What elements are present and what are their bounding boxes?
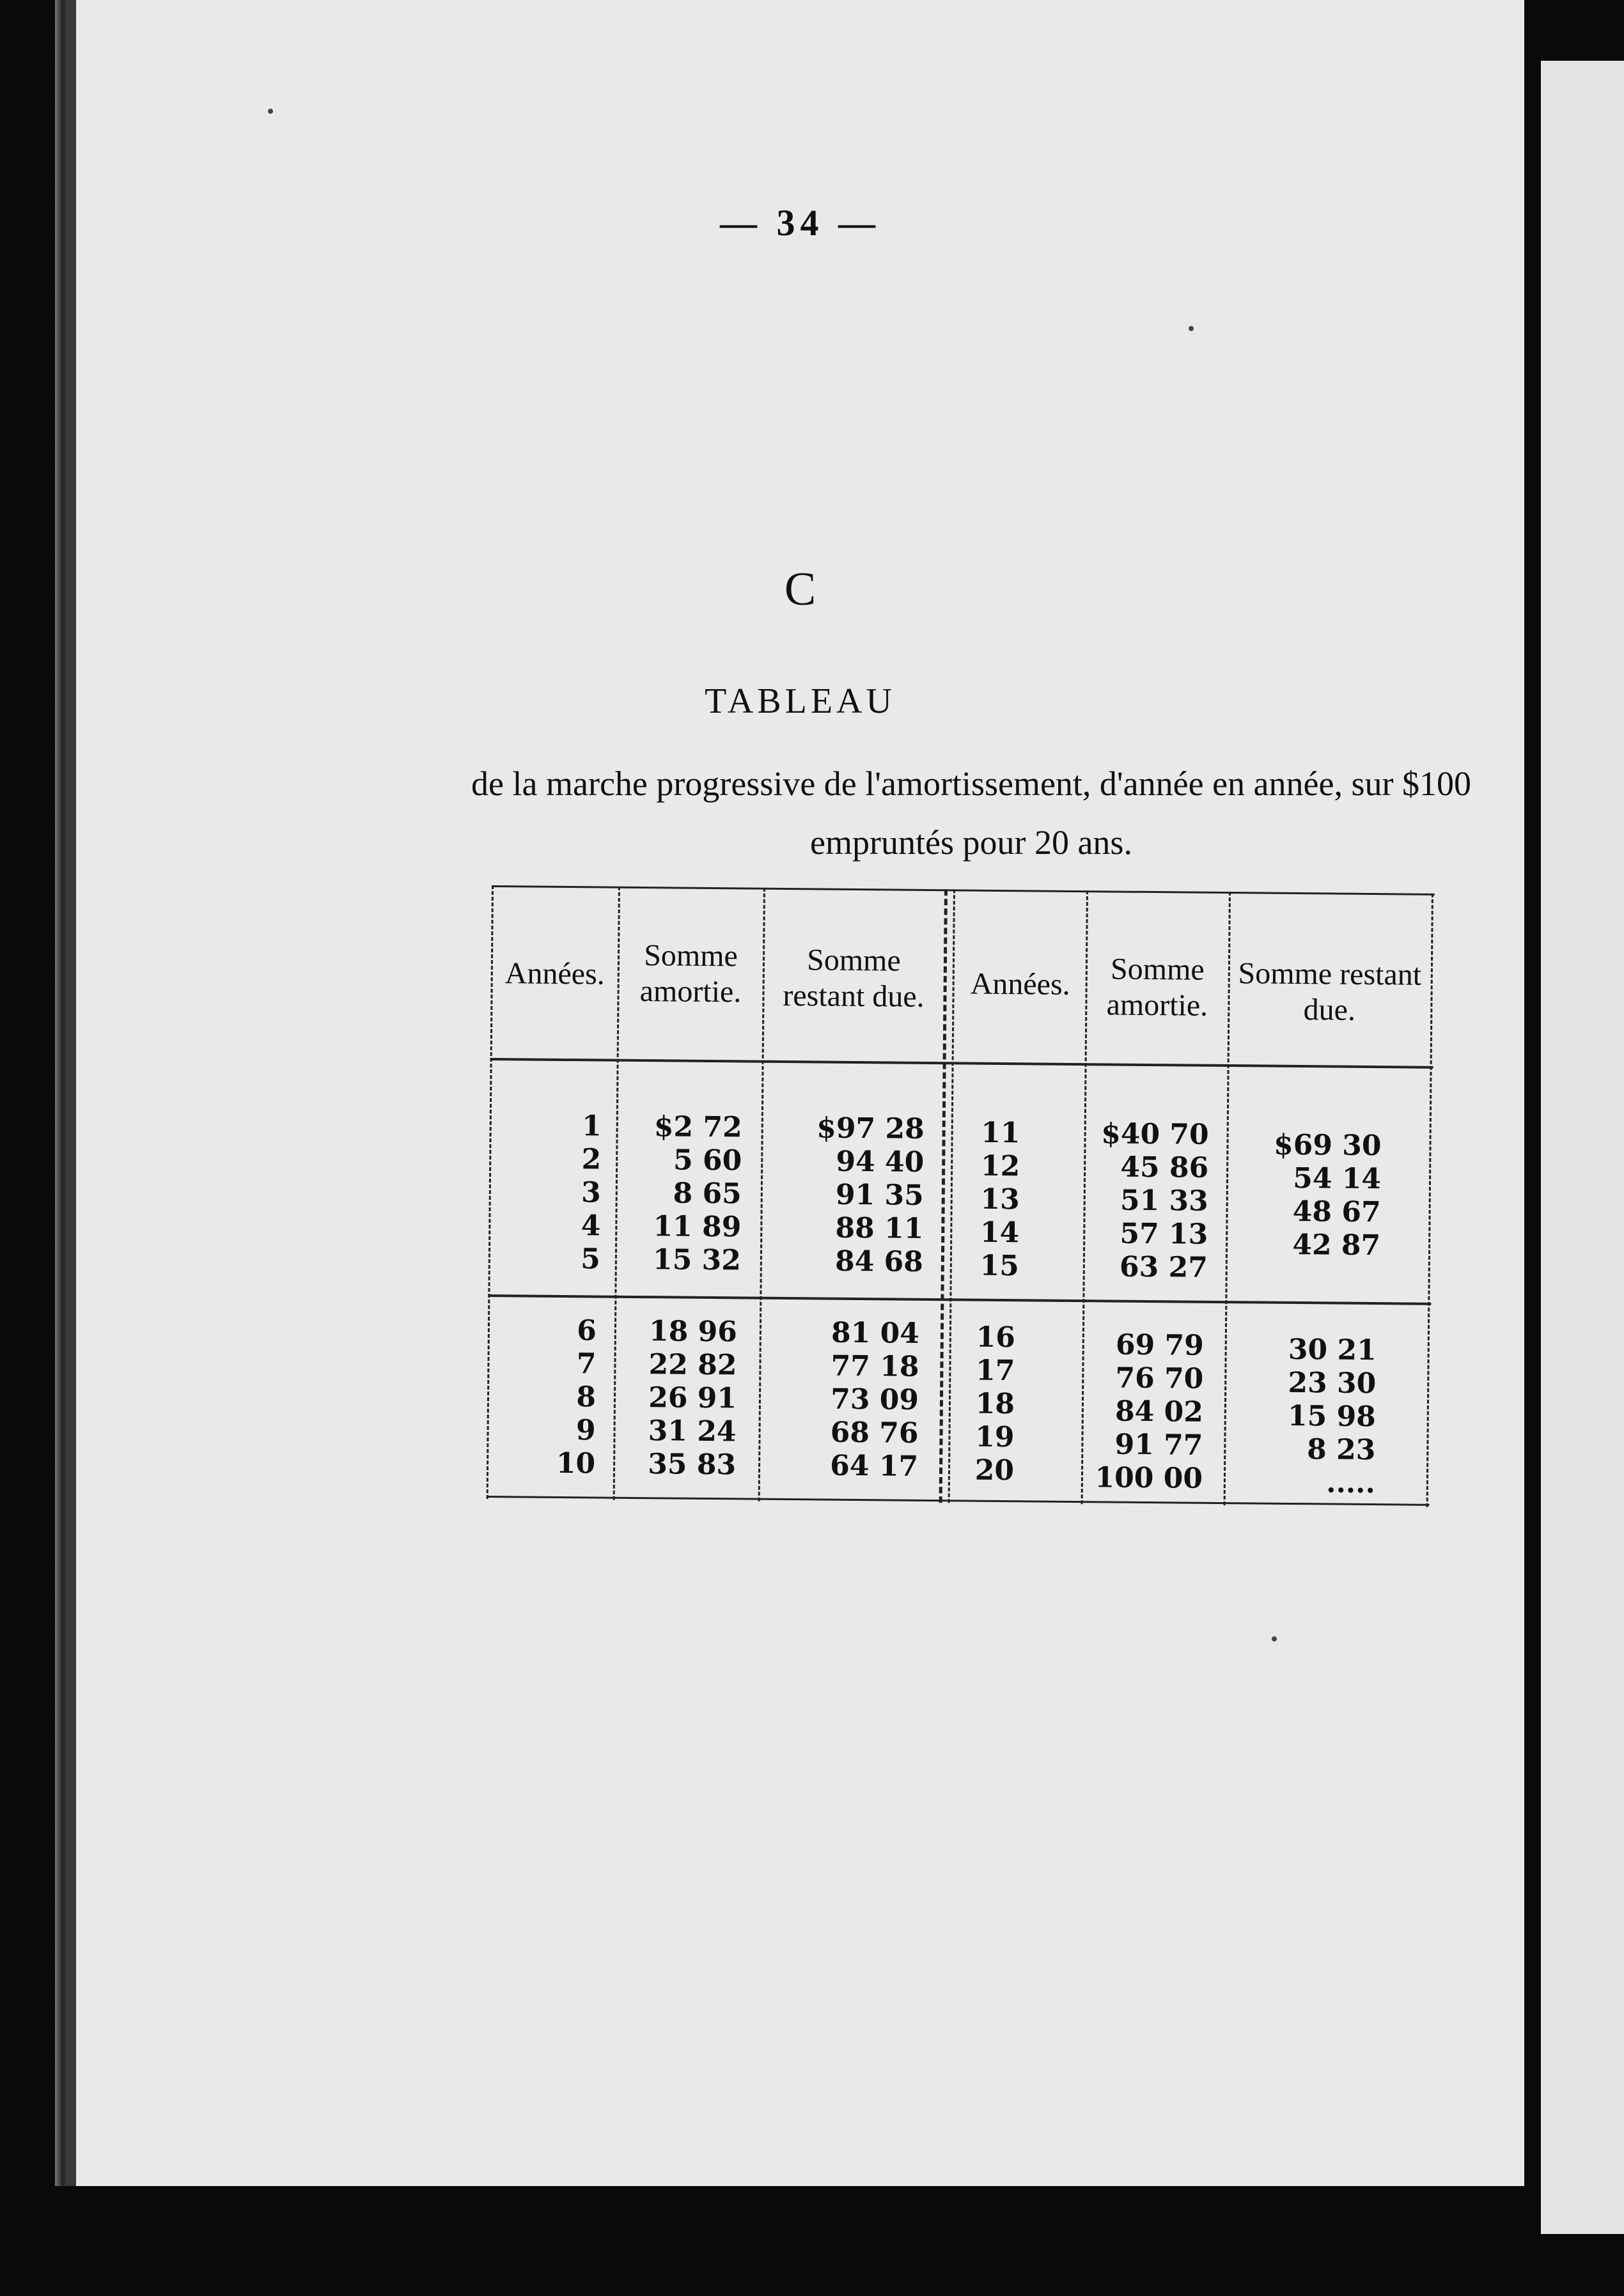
header-annees: Années. — [970, 966, 1070, 1002]
table-subtitle: de la marche progressive de l'amortissement, d'année en année, sur $100 empruntés pour 20 ans. — [471, 764, 1471, 862]
column-rule — [487, 885, 494, 1499]
ink-speck — [268, 109, 273, 114]
column-rule — [948, 889, 955, 1503]
years-column: 1 2 3 4 5 — [581, 1110, 602, 1276]
restant-column: 30 21 23 30 15 98 8 23 ..... — [1287, 1333, 1377, 1500]
amortie-column: 18 96 22 82 26 91 31 24 35 83 — [648, 1315, 738, 1482]
ink-speck — [1189, 326, 1194, 331]
table-title: TABLEAU — [705, 681, 896, 721]
restant-column: $97 28 94 40 91 35 88 11 84 68 — [816, 1112, 925, 1278]
ink-speck — [1272, 1636, 1277, 1641]
years-column: 11 12 13 14 15 — [980, 1116, 1020, 1283]
amortie-column: $2 72 5 60 8 65 11 89 15 32 — [652, 1110, 742, 1277]
header-annees: Années. — [504, 956, 605, 991]
restant-column: $69 30 54 14 48 67 42 87 — [1273, 1128, 1382, 1262]
amortie-column: 69 79 76 70 84 02 91 77 100 00 — [1095, 1328, 1204, 1495]
header-somme-restant-due: Somme restant due. — [1238, 956, 1422, 1027]
header-separator — [490, 1058, 1433, 1069]
amortie-column: $40 70 45 86 51 33 57 13 63 27 — [1101, 1117, 1209, 1284]
table-top-border — [492, 885, 1435, 896]
facing-page-edge — [1541, 61, 1624, 2234]
years-column: 6 7 8 9 10 — [556, 1314, 597, 1480]
years-column: 16 17 18 19 20 — [974, 1321, 1016, 1487]
amortization-table — [487, 885, 1435, 1507]
header-somme-restant-due: Somme restant due. — [783, 943, 925, 1014]
section-letter: C — [784, 563, 816, 616]
header-somme-amortie: Somme amortie. — [639, 938, 742, 1009]
document-page — [67, 0, 1524, 2186]
restant-column: 81 04 77 18 73 09 68 76 64 17 — [830, 1316, 920, 1483]
header-somme-amortie: Somme amortie. — [1106, 952, 1208, 1023]
page-number: — 34 — — [720, 202, 880, 244]
group-separator — [488, 1294, 1431, 1305]
